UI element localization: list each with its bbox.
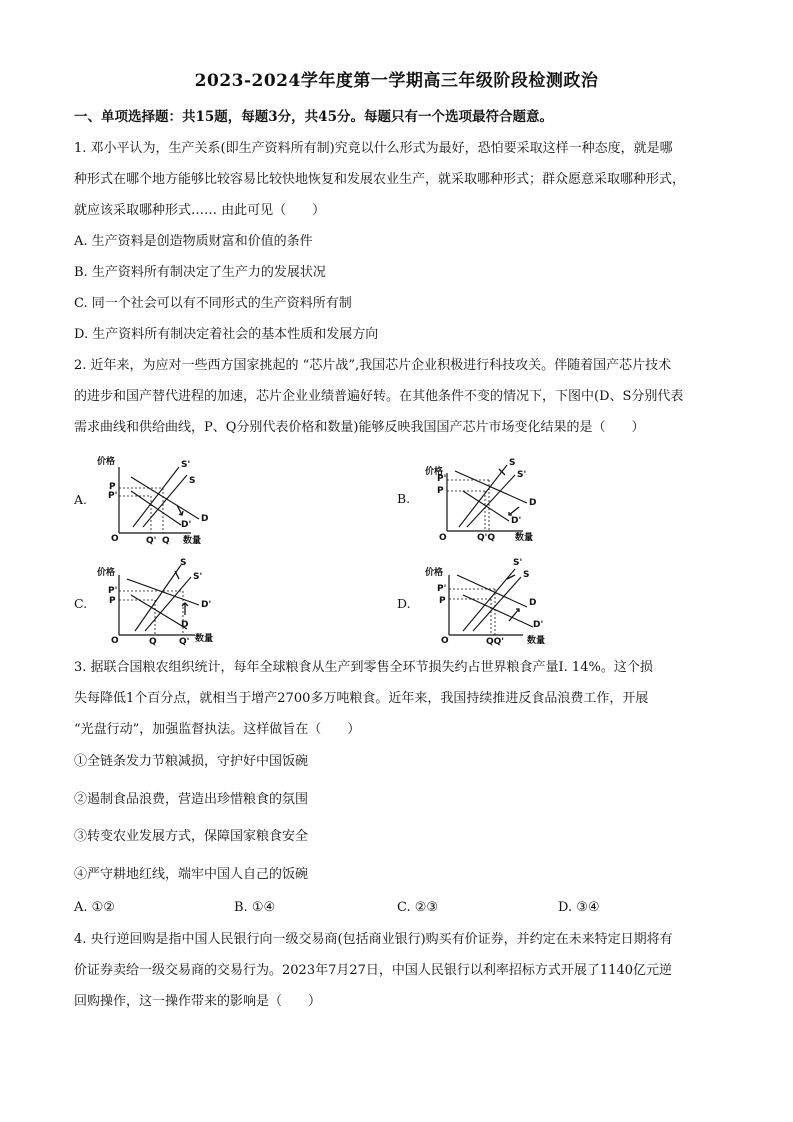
q3-choice-d: D. ③④ xyxy=(558,900,600,915)
price-tick-p-prime: P' xyxy=(437,474,447,484)
q3-item-3: ③转变农业发展方式，保障国家粮食安全 xyxy=(74,829,309,844)
q3-choice-c: C. ②③ xyxy=(397,900,439,915)
q3-stem-line-2: 失每降低1个百分点，就相当于增产2700多万吨粮食。近年来，我国持续推进反食品浪费工作，开展 xyxy=(74,691,649,706)
q3-item-2: ②遏制食品浪费，营造出珍惜粮食的氛围 xyxy=(74,792,309,807)
q1-option-a: A. 生产资料是创造物质财富和价值的条件 xyxy=(74,234,313,249)
q1-option-b: B. 生产资料所有制决定了生产力的发展状况 xyxy=(74,265,326,280)
demand-label-d: D xyxy=(201,514,209,524)
supply-label-s: S xyxy=(180,558,187,568)
y-axis-label: 价格 xyxy=(425,467,444,477)
q4-stem-line-3: 回购操作，这一操作带来的影响是（ ） xyxy=(74,994,322,1009)
q3-stem-line-1: 3. 据联合国粮农组织统计，每年全球粮食从生产到零售全环节损失约占世界粮食产量I. 14%。这个损 xyxy=(74,660,653,675)
supply-label-s: S xyxy=(189,476,196,486)
origin-label: O xyxy=(111,636,119,646)
x-axis-label: 数量 xyxy=(183,536,202,546)
q3-choice-a: A. ①② xyxy=(74,900,115,915)
q2-option-c-label: C. xyxy=(74,596,88,611)
q2-option-d-label: D. xyxy=(397,596,411,611)
supply-label-s-prime: S' xyxy=(181,460,191,470)
supply-label-s-prime: S' xyxy=(193,572,203,582)
demand-label-d: D xyxy=(181,620,189,630)
q1-stem-line-3: 就应该采取哪种形式…… 由此可见（ ） xyxy=(74,203,326,218)
price-tick-p-prime: P' xyxy=(437,584,447,594)
supply-label-s: S xyxy=(509,458,516,468)
x-axis-label: 数量 xyxy=(527,636,546,646)
quantity-tick-q-prime: Q' xyxy=(179,637,190,647)
demand-label-d-prime: D' xyxy=(201,600,212,610)
price-tick-p: P xyxy=(437,486,444,496)
q3-item-1: ①全链条发力节粮减损，守护好中国饭碗 xyxy=(74,754,309,769)
quantity-tick-q-prime: Q' xyxy=(146,536,157,546)
supply-curve-s xyxy=(459,465,507,527)
demand-label-d: D xyxy=(529,498,537,508)
q2-stem-line-2: 的进步和国产替代进程的加速，芯片企业业绩普遍好转。在其他条件不变的情况下，下图中(D、S分别代表 xyxy=(74,389,684,404)
quantity-tick-q-prime-q: Q'Q xyxy=(477,533,496,543)
supply-demand-graph-c xyxy=(95,555,220,647)
origin-label: O xyxy=(111,534,119,544)
y-axis-label: 价格 xyxy=(97,568,116,578)
origin-label: O xyxy=(439,533,447,543)
q4-stem-line-2: 价证券卖给一级交易商的交易行为。2023年7月27日，中国人民银行以利率招标方式开展了1140亿元逆 xyxy=(74,963,672,978)
origin-label: O xyxy=(441,636,449,646)
demand-label-d-prime: D' xyxy=(533,620,544,630)
price-tick-p: P xyxy=(109,596,116,606)
demand-curve-d xyxy=(457,575,527,607)
q3-item-4: ④严守耕地红线，端牢中国人自己的饭碗 xyxy=(74,867,309,882)
y-axis-label: 价格 xyxy=(97,457,116,467)
y-axis-label: 价格 xyxy=(425,568,444,578)
q1-option-d: D. 生产资料所有制决定着社会的基本性质和发展方向 xyxy=(74,327,379,342)
supply-curve-s-prime xyxy=(467,475,515,527)
q2-stem-line-1: 2. 近年来，为应对一些西方国家挑起的 “芯片战”,我国芯片企业积极进行科技攻关。伴随着国产芯片技术 xyxy=(74,358,672,373)
price-tick-p-prime: P' xyxy=(108,491,118,501)
q2-option-b-label: B. xyxy=(397,491,411,506)
supply-label-s-prime: S' xyxy=(513,558,523,568)
q1-stem-line-2: 种形式在哪个地方能够比较容易比较快地恢复和发展农业生产，就采取哪种形式；群众愿意采取哪种形式， xyxy=(74,172,686,187)
supply-demand-graph-d xyxy=(423,555,548,647)
q3-choice-b: B. ①④ xyxy=(234,900,276,915)
q2-stem-line-3: 需求曲线和供给曲线，P、Q分别代表价格和数量)能够反映我国国产芯片市场变化结果的是（ ） xyxy=(74,420,645,435)
x-axis-label: 数量 xyxy=(195,634,214,644)
demand-curve-d-prime xyxy=(463,595,533,627)
supply-label-s-prime: S' xyxy=(517,470,527,480)
q3-stem-line-3: “光盘行动”，加强监督执法。这样做旨在（ ） xyxy=(74,722,361,737)
quantity-tick-q: Q xyxy=(162,536,170,546)
page-title: 2023-2024学年度第一学期高三年级阶段检测政治 xyxy=(194,71,599,91)
supply-label-s: S xyxy=(523,570,530,580)
q1-stem-line-1: 1. 邓小平认为，生产关系(即生产资料所有制)究竟以什么形式为最好，恐怕要采取这样一种态度，就是哪 xyxy=(74,141,673,156)
price-tick-p: P xyxy=(439,596,446,606)
demand-label-d-prime: D' xyxy=(181,520,192,530)
quantity-tick-q-q-prime: QQ' xyxy=(486,637,505,647)
x-axis-label: 数量 xyxy=(515,533,534,543)
q1-option-c: C. 同一个社会可以有不同形式的生产资料所有制 xyxy=(74,296,352,311)
section-heading: 一、单项选择题：共15题，每题3分，共45分。每题只有一个选项最符合题意。 xyxy=(74,109,553,125)
q2-option-a-label: A. xyxy=(74,492,88,507)
supply-demand-graph-a xyxy=(95,455,220,547)
demand-label-d: D xyxy=(529,598,537,608)
demand-curve-d-prime xyxy=(127,579,199,605)
price-tick-p-prime: P' xyxy=(108,586,118,596)
q4-stem-line-1: 4. 央行逆回购是指中国人民银行向一级交易商(包括商业银行)购买有价证券，并约定在未来特定日期将有 xyxy=(74,932,673,947)
demand-label-d-prime: D' xyxy=(511,516,522,526)
supply-demand-graph-b xyxy=(423,455,548,547)
quantity-tick-q: Q xyxy=(149,637,157,647)
price-tick-p: P xyxy=(109,482,116,492)
